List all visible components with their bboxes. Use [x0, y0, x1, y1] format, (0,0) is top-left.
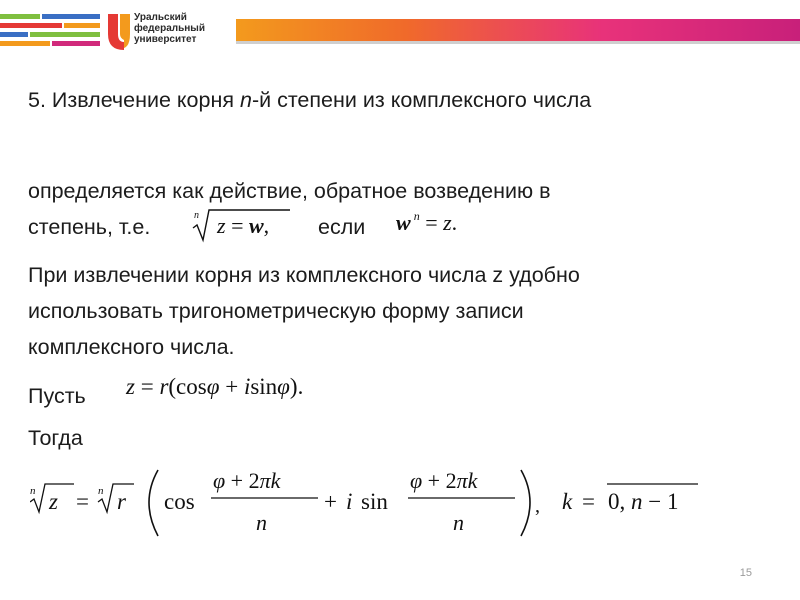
paragraph-2-line-3: комплексного числа.	[28, 335, 235, 359]
decorative-stripes	[0, 14, 100, 52]
svg-text:n: n	[194, 210, 199, 221]
svg-text:n: n	[30, 485, 36, 497]
page-number: 15	[739, 567, 752, 579]
header-gray-bar	[236, 41, 800, 44]
paragraph-2-start: При извлечении корня из комплексного числа	[28, 263, 493, 287]
svg-text:n: n	[256, 510, 267, 535]
let-word: Пусть	[28, 384, 86, 408]
title-prefix: 5. Извлечение корня	[28, 88, 240, 112]
definition-line-2-start: степень, т.е.	[28, 215, 151, 239]
root-formula-body: z = w,	[217, 213, 270, 238]
slide-title	[28, 86, 591, 114]
svg-text:=: =	[582, 489, 595, 514]
logo-text	[134, 12, 234, 45]
paragraph-2-z: z	[492, 263, 504, 287]
header-gradient-bar	[236, 19, 800, 41]
title-suffix: -й степени из комплексного числа	[251, 88, 592, 112]
logo-line-1: Уральский	[134, 12, 187, 23]
svg-text:,: ,	[535, 495, 540, 517]
root-definition-formula	[190, 206, 300, 244]
definition-line-2-if: если	[318, 215, 366, 239]
paragraph-2-line-2: использовать тригонометрическую форму записи	[28, 299, 524, 323]
trig-form-formula: z = r(cosφ + isinφ).	[126, 374, 304, 399]
slide-header	[0, 0, 800, 70]
svg-text:n: n	[98, 485, 104, 497]
svg-text:z: z	[49, 489, 58, 514]
svg-text:r: r	[117, 489, 126, 514]
svg-text:i: i	[346, 489, 353, 514]
title-n: n	[239, 88, 252, 112]
result-formula-graphic	[30, 462, 710, 542]
university-emblem-icon	[106, 12, 132, 52]
svg-text:0, n − 1: 0, n − 1	[608, 489, 679, 514]
logo-line-3: университет	[134, 34, 197, 45]
paragraph-2-line-1	[28, 261, 580, 289]
definition-line-1: определяется как действие, обратное возведению в	[28, 179, 551, 203]
then-word: Тогда	[28, 426, 83, 450]
svg-text:k: k	[562, 489, 573, 514]
logo-line-2: федеральный	[134, 23, 205, 34]
svg-text:cos: cos	[164, 489, 195, 514]
power-definition-formula: w $^n$ = z.	[396, 208, 458, 235]
svg-text:φ + 2πk: φ + 2πk	[410, 468, 478, 493]
university-logo	[104, 10, 234, 58]
svg-text:=: =	[76, 489, 89, 514]
svg-text:sin: sin	[361, 489, 388, 514]
root-result-formula	[30, 462, 710, 542]
paragraph-2-end: удобно	[503, 263, 580, 287]
svg-text:n: n	[453, 510, 464, 535]
svg-text:φ + 2πk: φ + 2πk	[213, 468, 281, 493]
svg-text:+: +	[324, 489, 337, 514]
